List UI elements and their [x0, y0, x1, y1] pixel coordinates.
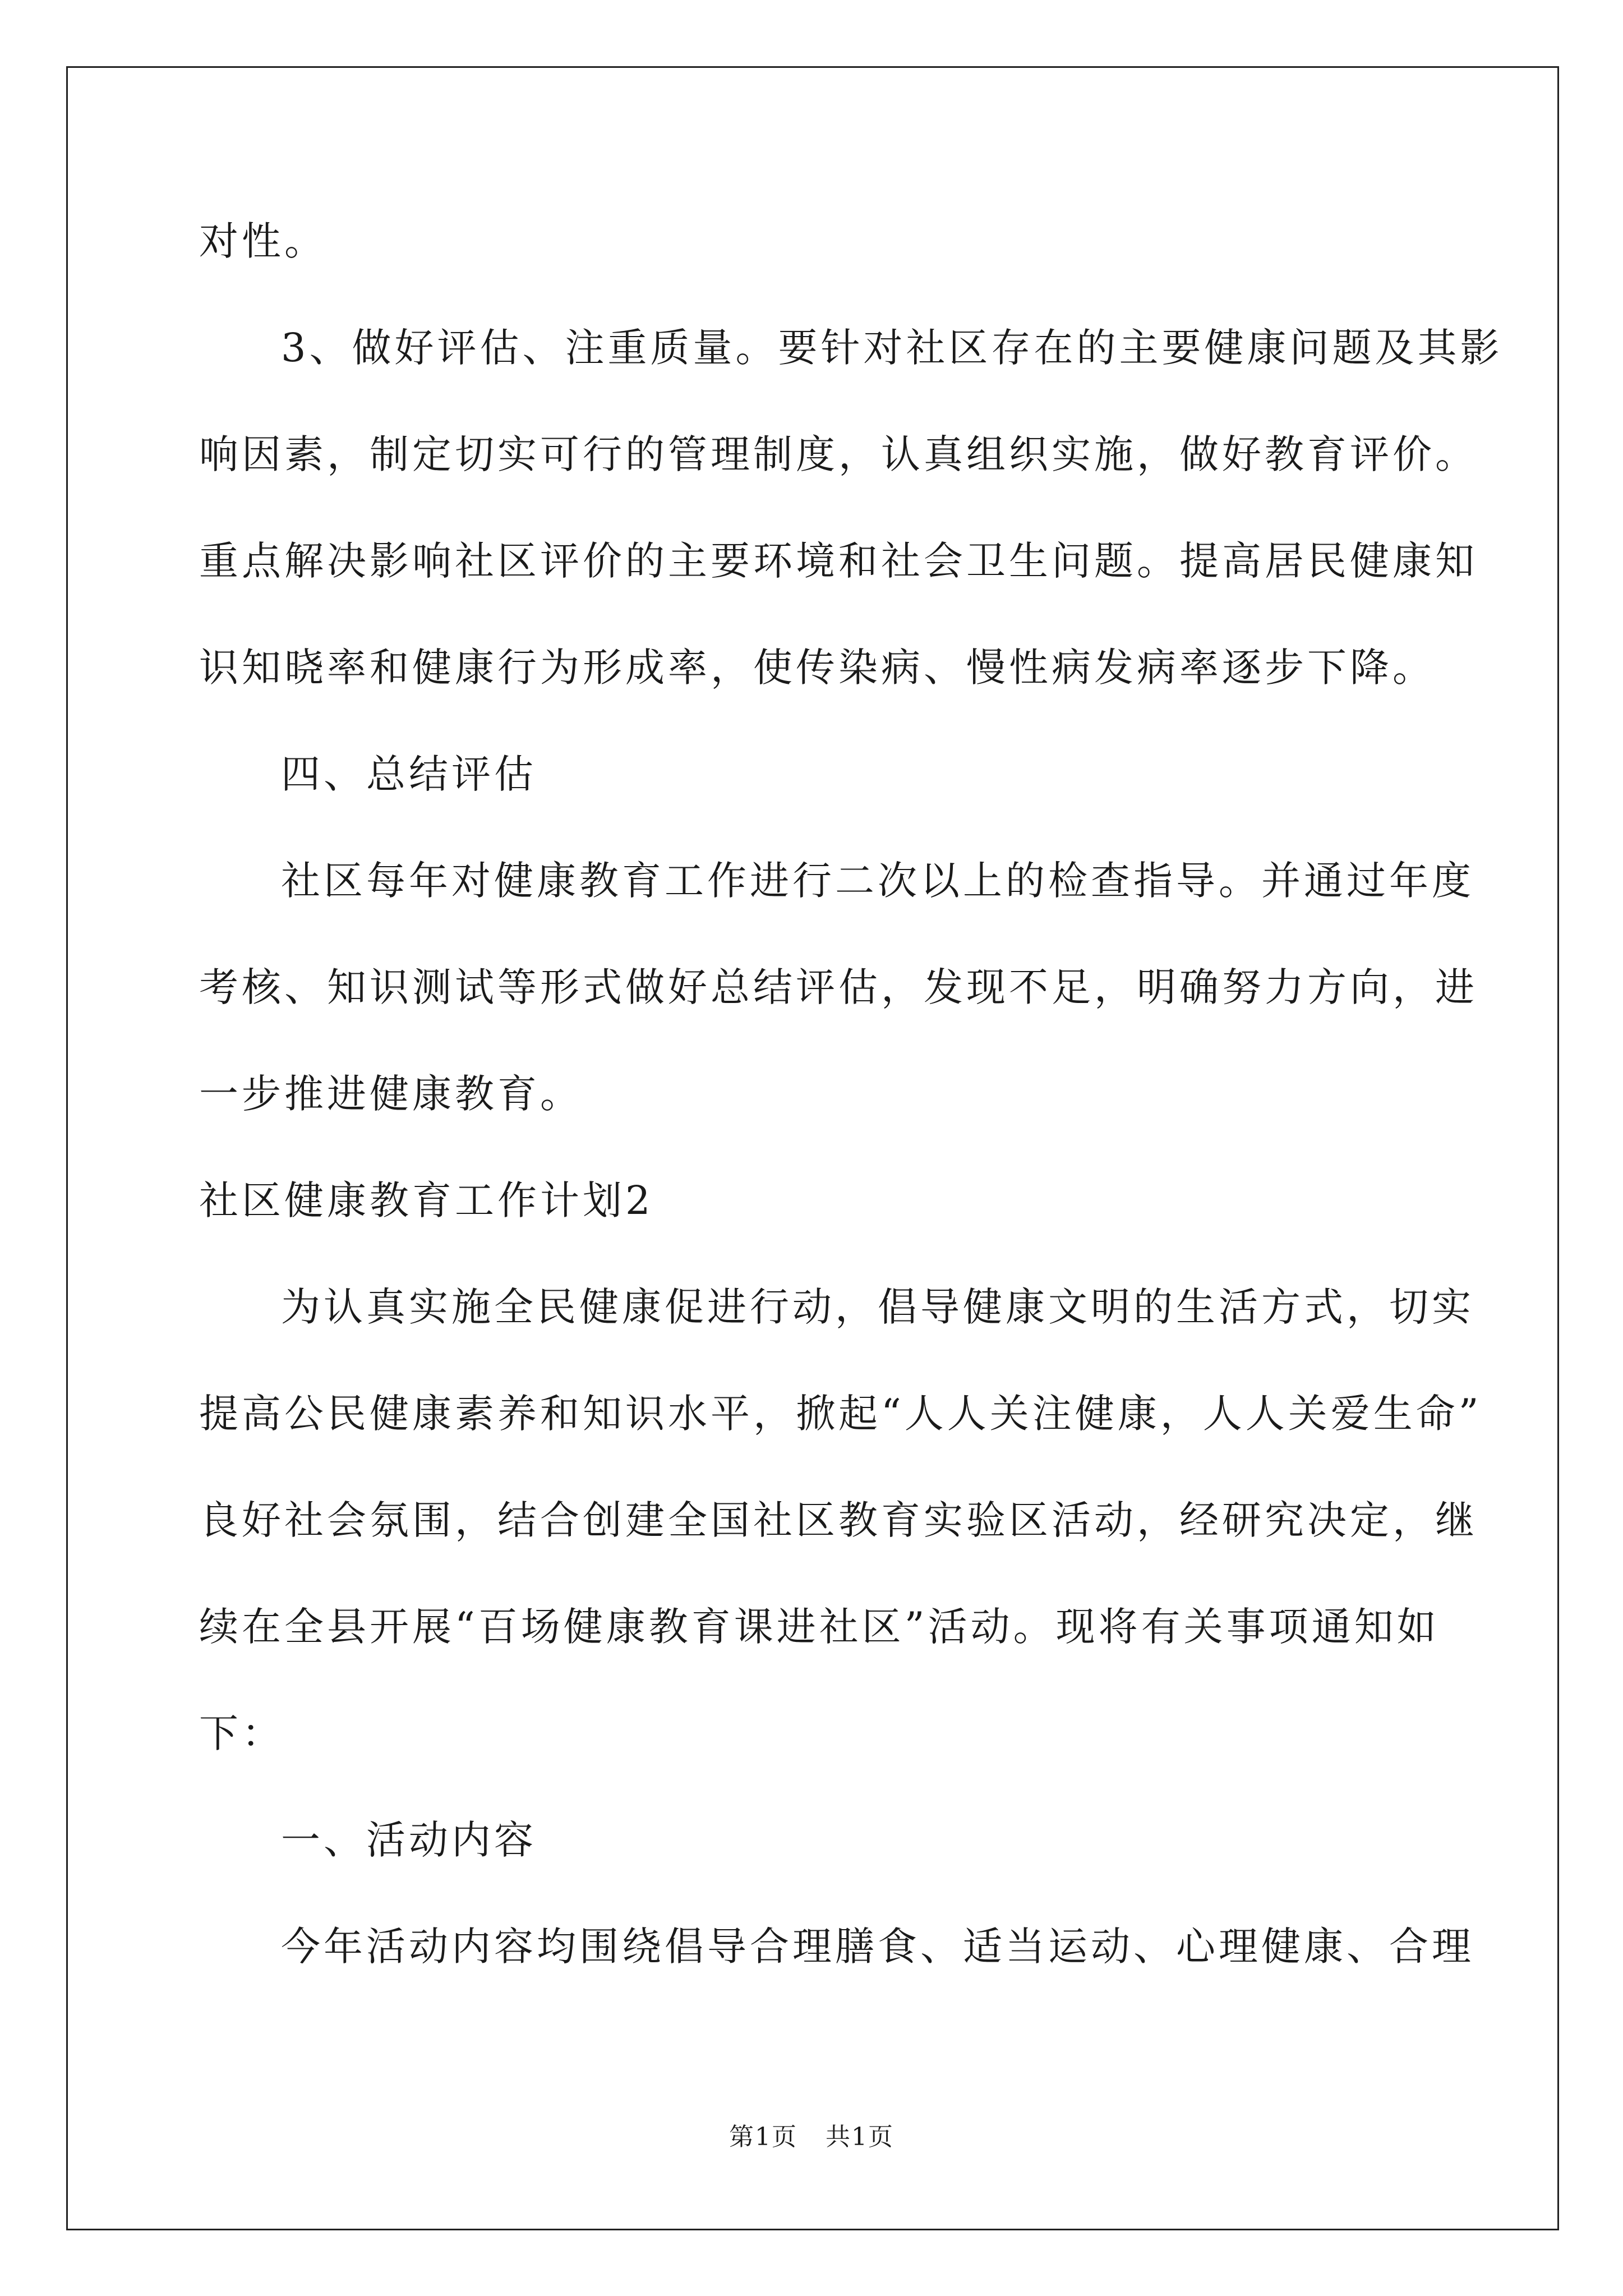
text-line: 重点解决影响社区评价的主要环境和社会卫生问题。提高居民健康知 — [199, 538, 1478, 584]
text-line: 提高公民健康素养和知识水平，掀起“人人关注健康，人人关爱生命” — [199, 1391, 1482, 1437]
text-line: 良好社会氛围，结合创建全国社区教育实验区活动，经研究决定，继 — [199, 1497, 1478, 1543]
document-title: 社区健康教育工作计划2 — [199, 1177, 654, 1223]
text-line: 续在全县开展“百场健康教育课进社区”活动。现将有关事项通知如 — [199, 1604, 1440, 1650]
text-line: 社区每年对健康教育工作进行二次以上的检查指导。并通过年度 — [281, 858, 1474, 904]
page-number: 第1页 — [729, 2123, 797, 2151]
text-line: 响因素，制定切实可行的管理制度，认真组织实施，做好教育评价。 — [199, 431, 1478, 477]
text-line: 识知晓率和健康行为形成率，使传染病、慢性病发病率逐步下降。 — [199, 645, 1435, 691]
text-line: 今年活动内容均围绕倡导合理膳食、适当运动、心理健康、合理 — [281, 1924, 1474, 1970]
text-line: 考核、知识测试等形式做好总结评估，发现不足，明确努力方向，进 — [199, 964, 1478, 1010]
page-footer — [0, 2120, 1623, 2154]
text-line: 下： — [199, 1710, 284, 1756]
section-heading: 四、总结评估 — [281, 751, 537, 797]
section-heading: 一、活动内容 — [281, 1817, 537, 1863]
text-line: 3、做好评估、注重质量。要针对社区存在的主要健康问题及其影 — [281, 325, 1503, 371]
text-line: 为认真实施全民健康促进行动，倡导健康文明的生活方式，切实 — [281, 1284, 1474, 1330]
text-line: 一步推进健康教育。 — [199, 1071, 583, 1117]
text-line: 对性。 — [199, 218, 327, 264]
document-body — [199, 213, 1503, 1975]
page-total: 共1页 — [826, 2123, 894, 2151]
